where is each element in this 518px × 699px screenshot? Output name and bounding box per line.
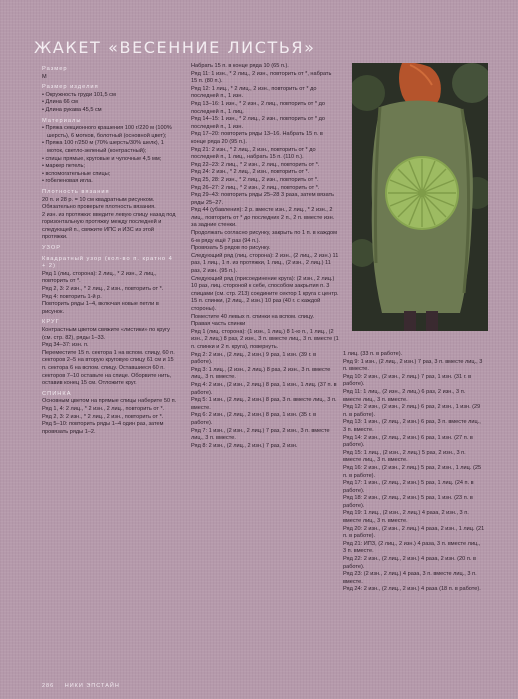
text-line: Контрастным цветом свяжите «листики» по кругу (см. стр. 82), ряды 1–33. [42, 327, 170, 341]
text-line: Ряд 16: 2 изн., (2 изн., 2 лиц.) 5 раз, 2 изн., 1 лиц. (25 п. в работе). [343, 464, 482, 479]
text-line: 1 лиц. (33 п. в работе). [343, 351, 403, 357]
text-line: Ряд 14–15: 1 изн., * 2 лиц., 2 изн., повторить от * до последней п., 1 изн. [191, 116, 325, 130]
column-left [42, 63, 178, 436]
text-line: Ряд 8: 2 изн., (2 лиц., 2 изн.) 7 раз, 2 изн. [191, 442, 298, 449]
text-line: Правая часть спинки [191, 321, 246, 328]
text-line: Ряд 14: 2 изн., (2 лиц., 2 изн.) 6 раз, 1 изн. (27 п. в работе). [343, 434, 473, 449]
text-line: Ряд 2, 3: 2 изн., * 2 лиц., 2 изн., повторить от *. [42, 413, 164, 420]
section-heading: КРУГ [42, 319, 60, 326]
text-line: Ряд 25, 28: 2 изн., * 2 лиц., 2 изн., повторить от *. [191, 176, 319, 183]
section-heading: УЗОР [42, 245, 62, 252]
page-footer [42, 683, 128, 689]
text-line: Ряд 23: (2 изн., 2 лиц.) 4 раза, 3 п. вместе лиц., 3 п. вместе. [343, 571, 477, 585]
text-line: Ряд 24: 2 изн., * 2 лиц., 2 изн., повторить от *. [191, 169, 310, 176]
text-line: Ряд 22: 2 изн., (2 лиц., 2 изн.) 4 раза, 2 изн. (20 п. в работе). [343, 556, 476, 570]
text-line: Ряд 17–20: повторить ряды 13–16. Набрать 15 п. в конце ряда 20 (95 п.). [191, 131, 323, 145]
text-line: Ряд 18: 2 изн., (2 лиц., 2 изн.) 5 раз, 1 изн. (23 п. в работе). [343, 495, 473, 509]
section-heading: Квадратный узор (кол-во п. кратно 4 + 2) [42, 255, 173, 270]
text-line: Ряд 34–37: изн. п. [42, 342, 89, 349]
text-line: Ряд 5–10: повторить ряды 1–4 один раз, затем провязать ряды 1–2. [42, 421, 164, 435]
text-line: Ряд 1 (лиц. сторона): (1 изн., 1 лиц.) 8 1-ю п., 1 лиц., (2 изн., 2 лиц.) 8 раз, 2 изн., 3 п. вместе лиц., 3 п. вместе (1 п. спинки и 2 п. круга), повернуть. [191, 328, 339, 350]
text-line: Ряд 21: 2 изн., * 2 лиц., 2 изн., повторить от * до последней п., 1 лиц., набрать 15 п. (110 п.). [191, 146, 316, 161]
text-line: • Пряжа 100 г/250 м (70% шерсть/30% шелк), 1 моток, светло-зеленый (контрастный); [42, 140, 164, 154]
page-title: ЖАКЕТ «ВЕСЕННИЕ ЛИСТЬЯ» [34, 38, 316, 57]
text-line: М [42, 73, 47, 80]
text-line: Набрать 15 п. в конце ряда 10 (65 п.). [191, 63, 289, 69]
text-line: • Окружность груди 101,5 см [42, 91, 116, 98]
text-line: Ряд 13–16: 1 изн., * 2 изн., 2 лиц., повторить от * до последней п., 1 лиц. [191, 100, 325, 115]
text-line: Ряд 6: 2 изн., (2 лиц., 2 изн.) 8 раз, 1 изн. (35 г. в работе). [191, 412, 317, 426]
text-line: Ряд 21: ИПЗ, (2 лиц., 2 изн.) 4 раза, 3 п. вместе лиц., 3 п. вместе. [343, 540, 481, 555]
text-line: Ряд 10: 2 изн., (2 изн., 2 лиц.) 7 раз, 1 изн. (31 г. в работе). [343, 373, 472, 388]
text-line: • спицы прямые, круговые и чулочные 4,5 мм; [42, 155, 162, 162]
text-line: Ряд 4: 2 изн., (2 изн., 2 лиц.) 8 раз, 1 изн., 1 лиц. (37 п. в работе). [191, 381, 337, 396]
text-line: Ряд 1 (лиц. сторона): 2 лиц., * 2 изн., 2 лиц., повторить от *. [42, 270, 157, 285]
text-line: • гобеленовая игла. [42, 178, 93, 185]
text-line: Провязать 5 рядов по рисунку. [191, 245, 271, 252]
text-line: Ряд 1, 4: 2 лиц., * 2 изн., 2 лиц., повторить от *. [42, 405, 165, 412]
text-line: Поместите 40 левых п. спинки на вспом. спицу. [191, 313, 315, 320]
text-line: Ряд 24: 2 изн., (2 лиц., 2 изн.) 4 раза (18 п. в работе). [343, 586, 481, 593]
text-line: Ряд 4: повторить 1-й р. [42, 293, 102, 300]
text-line: • Длина рукава 45,5 см [42, 106, 102, 113]
text-line: Ряд 3: 1 лиц., (2 изн., 2 лиц.) 8 раз, 2 изн., 3 п. вместе лиц., 3 п. вместе. [191, 366, 331, 381]
text-line: 2 изн. из протяжки: введите левую спицу назад под горизонтальную протяжку между последней и следующей п., свяжите ИПС и ИЗС из этой протяжки. [42, 211, 176, 241]
page-number: 286 [42, 683, 55, 689]
text-line: Ряд 44 (убавления): 2 р. вместе изн., 2 лиц., * 2 изн., 2 лиц., повторить от * до последних 2 п., 2 п. вместе изн. за задние стенки. [191, 207, 335, 229]
text-line: Ряд 5: 1 изн., (2 лиц., 2 изн.) 8 раз, 3 п. вместе лиц., 3 п. вместе. [191, 397, 337, 411]
section-heading: СПИНКА [42, 390, 72, 397]
text-line: Ряд 13: 1 изн., (2 лиц., 2 изн.) 6 раз, 3 п. вместе лиц., 3 п. вместе. [343, 419, 481, 433]
text-line: Основным цветом на прямые спицы наберите 50 п. [42, 398, 177, 405]
column-middle [191, 63, 339, 450]
text-line: Ряд 15: 1 лиц., (2 изн., 2 лиц.) 5 раз, 2 изн., 3 п. вместе лиц., 3 п. вместе. [343, 449, 466, 464]
text-line: Ряд 7: 1 изн., (2 изн., 2 лиц.) 7 раз, 2 изн., 3 п. вместе лиц., 3 п. вместе. [191, 427, 330, 442]
text-line: Переместите 15 п. сектора 1 на вспом. спицу, 60 п. секторов 2–5 на вторую круговую спицу 61 см и 15 п. сектора 6 на вспом. спицу. Оставшиеся 60 п. секторов 7–10 оставьте на спице. Оборвите нить, оставив конец 15 см. Отложите круг. [42, 349, 175, 387]
text-line: Ряд 2: 2 изн., (2 лиц., 2 изн.) 9 раз, 1 изн. (39 г. в работе). [191, 351, 317, 366]
text-line: Ряд 2, 3: 2 изн., * 2 лиц., 2 изн., повторить от *. [42, 286, 164, 293]
author-name: НИКИ ЭПСТАЙН [64, 683, 120, 689]
text-line: Ряд 26–27: 2 лиц., * 2 изн., 2 лиц., повторить от *. [191, 184, 320, 191]
text-line: Ряд 20: 2 изн., (2 изн., 2 лиц.) 4 раза, 2 изн., 1 лиц. (21 п. в работе). [343, 525, 485, 540]
text-line: Ряд 11: 1 лиц., (2 изн., 2 лиц.) 6 раз, 2 изн., 3 п. вместе лиц., 3 п. вместе. [343, 388, 466, 403]
text-line: Ряд 12: 1 лиц., * 2 лиц., 2 изн., повторить от * до последней п., 1 изн. [191, 85, 317, 100]
text-line: Следующий ряд (лиц. сторона): 2 изн., (2 лиц., 2 изн.) 11 раз, 1 лиц., 1 п. из протяжки, 1 лиц., (2 изн., 2 лиц.) 11 раз, 2 изн. (95 п.). [191, 252, 339, 275]
text-line: Продолжать согласно рисунку, закрыть по 1 п. в каждом 6-м ряду ещё 7 раз (94 п.). [191, 230, 337, 244]
text-line: Ряд 19: 1 лиц., (2 изн., 2 лиц.) 4 раза, 2 изн., 3 п. вместе лиц., 3 п. вместе. [343, 510, 469, 525]
text-line: • вспомогательные спицы; [42, 170, 111, 177]
section-heading: Размер [42, 66, 68, 72]
text-line: • маркер петель; [42, 163, 85, 170]
text-line: Ряд 11: 1 изн., * 2 лиц., 2 изн., повторить от *, набрать 15 п. (80 п.). [191, 70, 332, 85]
jacket-illustration [352, 63, 488, 331]
section-heading: Размер изделия [42, 84, 99, 91]
section-heading: Материалы [42, 117, 82, 124]
text-line: Ряд 29–43: повторить ряды 25–28 3 раза, затем вязать ряды 25–27. [191, 192, 335, 206]
text-line: Повторить ряды 1–4, включая новые петли в рисунок. [42, 301, 159, 315]
text-line: • Длина 66 см [42, 99, 78, 106]
text-line: Ряд 17: 1 изн., (2 лиц., 2 изн.) 5 раз, 1 лиц. (24 п. в работе). [343, 480, 474, 494]
text-line: Следующий ряд (присоединение круга): (2 изн., 2 лиц.) 10 раз, лиц. стороной к себе, способом закрытия п. 3 спицами (см. стр. 213) соедините сектор 1 круга с центр. 15 п. спинки, (2 лиц., 2 изн.) 10 раз (40 г. с каждой стороны). [191, 275, 339, 312]
section-heading: Плотность вязания [42, 188, 110, 195]
text-line: Ряд 12: 2 изн., (2 изн., 2 лиц.) 6 раз, 2 изн., 1 изн. (29 п. в работе). [343, 404, 481, 418]
text-line: Ряд 22–23: 2 лиц., * 2 изн., 2 лиц., повторить от *. [191, 161, 320, 168]
column-right [343, 351, 485, 594]
model-photo [352, 63, 488, 331]
text-line: 20 п. и 28 р. = 10 см квадратным рисунком. Обязательно проверьте плотность вязания. [42, 196, 156, 211]
text-line: • Пряжа секционного крашения 100 г/220 м (100% шерсть), 6 мотков, болотный (основной цвет); [42, 125, 172, 139]
text-line: Ряд 9: 1 изн., (2 лиц., 2 изн.) 7 раз, 3 п. вместе лиц., 3 п. вместе. [343, 358, 483, 373]
